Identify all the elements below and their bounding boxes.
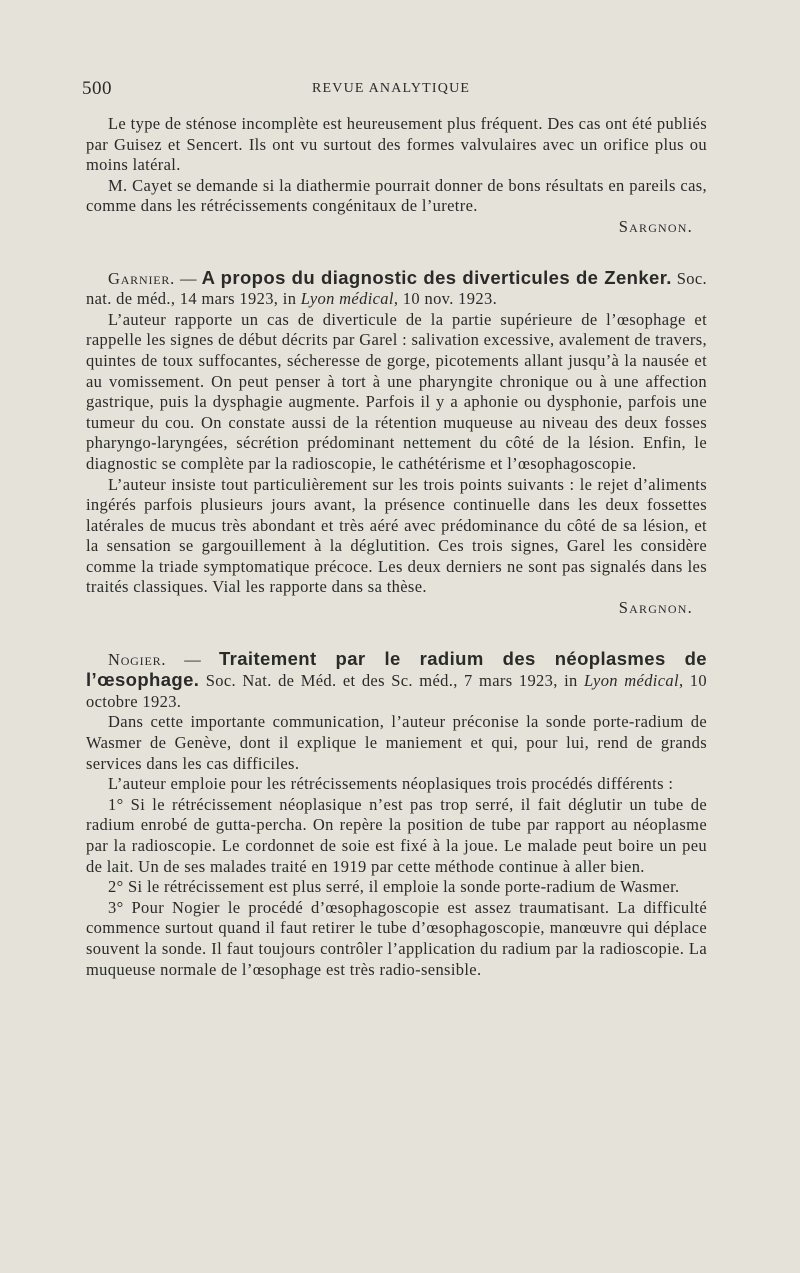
- heading-dash: —: [166, 649, 219, 669]
- review-heading: [86, 649, 707, 713]
- paragraph: 2° Si le rétrécissement est plus serré, il emploie la sonde porte-radium de Wasmer.: [108, 877, 680, 897]
- citation-text: Soc. Nat. de Méd. et des Sc. méd., 7 mars 1923, in: [199, 671, 584, 691]
- paragraph: L’auteur emploie pour les rétrécissements néoplasiques trois procédés différents :: [108, 774, 674, 794]
- paragraph: L’auteur rapporte un cas de diverticule de la partie supérieure de l’œsophage et rappelle les signes de début décrits par Garel : salivation excessive, avalement de travers, quintes de toux suffocantes, sécheresse de gorge, picotements allant jusqu’à la nausée et au vomissement. On peut penser à tort à une pharyngite chronique ou à une affection gastrique, puis la dysphagie augmente. Parfois il y a aphonie ou dysphonie, parfois une tumeur du cou. On constate aussi de la rétention muqueuse au niveau des deux fosses pharyngo-laryngées, sécrétion prédominant nettement du côté de la lésion. Enfin, le diagnostic se complète par la radioscopie, le cathétérisme et l’œsophagoscopie.: [86, 309, 707, 473]
- page-header: [82, 78, 702, 102]
- paragraph: M. Cayet se demande si la diathermie pourrait donner de bons résultats en pareils cas, comme dans les rétrécissements congénitaux de l’uretre.: [86, 175, 707, 216]
- paragraph: 3° Pour Nogier le procédé d’œsophagoscopie est assez traumatisant. La difficulté commence surtout quand il faut retirer le tube d’œsophagoscopie, manœuvre qui déplace souvent la sonde. Il faut toujours contrôler l’application du radium par la radioscopie. La muqueuse normale de l’œsophage est très radio-sensible.: [86, 897, 707, 979]
- running-title: REVUE ANALYTIQUE: [312, 81, 471, 96]
- author-name: Garnier.: [108, 268, 176, 288]
- journal-name: Lyon médical: [300, 289, 394, 309]
- journal-name: Lyon médical: [583, 671, 679, 691]
- reviewer-signature: Sargnon.: [618, 216, 693, 236]
- heading-dash: —: [175, 268, 202, 288]
- paragraph: Dans cette importante communication, l’auteur préconise la sonde porte-radium de Wasmer de Genève, dont il explique le maniement et qui, pour lui, rend de grands services dans les cas difficiles.: [86, 712, 707, 773]
- paragraph: Le type de sténose incomplète est heureusement plus fréquent. Des cas ont été publiés par Guisez et Sencert. Ils ont vu surtout des formes valvulaires avec un orifice plus ou moins latéral.: [86, 114, 707, 175]
- paragraph: 1° Si le rétrécissement néoplasique n’est pas trop serré, il fait déglutir un tube de radium enrobé de gutta-percha. On repère la position de tube par rapport au néoplasme par la radioscopie. Le cordonnet de soie est fixé à la joue. Le malade peut boire un peu de lait. Un de ses malades traité en 1919 par cette méthode continue à aller bien.: [86, 794, 707, 876]
- reviewer-signature: Sargnon.: [618, 598, 693, 618]
- citation-date: , 10 octobre 1923.: [86, 671, 707, 711]
- article-title: Traitement par le radium des néoplasmes de l’œsophage.: [86, 647, 707, 691]
- intro-section: [86, 114, 707, 238]
- author-name: Nogier.: [108, 649, 167, 669]
- citation-date: , 10 nov. 1923.: [393, 289, 498, 309]
- article-title: A propos du diagnostic des diverticules de Zenker.: [201, 266, 672, 288]
- paragraph: L’auteur insiste tout particulièrement sur les trois points suivants : le rejet d’aliments ingérés parfois plusieurs jours avant, la présence continuelle dans les deux fossettes latérales de mucus très abondant et très aéré avec prédominance du côté de sa lésion, et la sensation se gargouillement à la déglutition. Ces trois signes, Garel les considère comme la triade symptomatique précoce. Les deux derniers ne sont pas signalés dans les traités classiques. Vial les rapporte dans sa thèse.: [86, 474, 707, 597]
- review-garnier: [86, 268, 707, 619]
- review-nogier: [86, 649, 707, 981]
- page-content: [86, 114, 707, 980]
- review-heading: [86, 268, 707, 310]
- citation-text: Soc. nat. de méd., 14 mars 1923, in: [86, 268, 707, 309]
- page-number: 500: [82, 78, 112, 99]
